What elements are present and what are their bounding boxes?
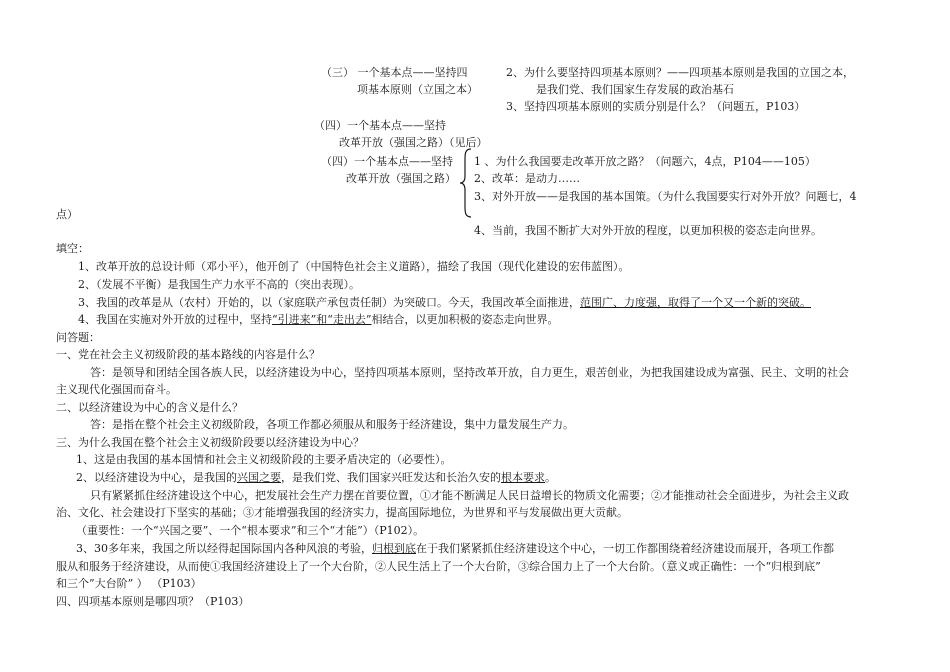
outline-left-b1: （四）一个基本点——坚持 xyxy=(314,119,446,132)
answer-3-point-3-line-2: 服从和服务于经济建设，从而使①我国经济建设上了一个大台阶，②人民生活上了一个大台阶，③综合国力上了一个大台阶。（意义或正确性：一个“归根到底” xyxy=(56,560,821,573)
question-3: 三、为什么我国在整个社会主义初级阶段要以经济建设为中心？ xyxy=(56,436,364,449)
fill-item-2: 2、（发展不平衡）是我国生产力水平不高的（突出表现）。 xyxy=(78,278,360,291)
answer-3-point-3-line-3: 和三个”大台阶” ） （P103） xyxy=(56,577,202,590)
outline-left-a1: （三） 一个基本点——坚持四 xyxy=(321,66,468,79)
outline-right-c2: 2、改革：是动力…… xyxy=(474,172,580,185)
answer-3-underlined-3: 归根到底 xyxy=(372,542,416,555)
fill-item-1: 1、改革开放的总设计师（邓小平），他开创了（中国特色社会主义道路），描绘了我国（现代化建设的宏伟蓝图）。 xyxy=(78,260,630,273)
answer-3-importance: （重要性：一个“兴国之要”、一个“根本要求”和三个“才能”）（P102）。 xyxy=(76,524,425,537)
answer-2: 答：是指在整个社会主义初级阶段，各项工作都必须服从和服务于经济建设，集中力量发展生产力。 xyxy=(90,418,574,431)
outline-left-c1: （四）一个基本点——坚持 xyxy=(321,155,453,168)
fill-item-4 xyxy=(78,313,559,327)
outline-right-c4: 4、当前，我国不断扩大对外开放的程度，以更加积极的姿态走向世界。 xyxy=(474,224,822,237)
fill-item-4-tail: 相结合，以更加积极的姿态走向世界。 xyxy=(371,313,559,326)
answer-3-paragraph-line-2: 治、文化、社会建设打下坚实的基础；③才能增强我国的经济实力，提高国际地位，为世界和平与发展做出更大贡献。 xyxy=(56,506,628,519)
answer-1-line-1: 答：是领导和团结全国各族人民，以经济建设为中心，坚持四项基本原则，坚持改革开放，自力更生，艰苦创业，为把我国建设成为富强、民主、文明的社会 xyxy=(90,366,849,379)
answer-3-point-3-a: 3、30多年来，我国之所以经得起国际国内各种风浪的考验， xyxy=(76,542,372,555)
question-1: 一、党在社会主义初级阶段的基本路线的内容是什么？ xyxy=(56,348,320,361)
answer-3-paragraph-line-1: 只有紧紧抓住经济建设这个中心，把发展社会生产力摆在首要位置，①才能不断满足人民日益增长的物质文化需要；②才能推动社会全面进步，为社会主义政 xyxy=(90,489,849,502)
fill-item-3-text: 3、我国的改革是从（农村）开始的，以（家庭联产承包责任制）为突破口。今天，我国改革全面推进， xyxy=(78,296,580,309)
answer-3-point-3-c: 在于我们紧紧抓住经济建设这个中心，一切工作都围绕着经济建设而展开，各项工作都 xyxy=(416,542,834,555)
outline-left-a2: 项基本原则（立国之本） xyxy=(357,83,478,96)
answer-3-underlined-1: 兴国之要 xyxy=(237,471,281,484)
answer-3-point-2-a: 2、以经济建设为中心，是我国的 xyxy=(76,471,237,484)
outline-right-c3-cont: 点） xyxy=(56,208,78,221)
outline-right-a2: 是我们党、我们国家生存发展的政治基石 xyxy=(536,83,734,96)
outline-left-c2: 改革开放（强国之路） xyxy=(346,172,456,185)
qa-heading: 问答题： xyxy=(56,331,100,344)
outline-right-a1: 2、为什么要坚持四项基本原则？——四项基本原则是我国的立国之本， xyxy=(506,66,854,79)
fill-item-3 xyxy=(78,296,811,310)
answer-3-point-2 xyxy=(76,471,556,485)
answer-3-point-2-c: ，是我们党、我们国家兴旺发达和长治久安的 xyxy=(281,471,501,484)
fill-item-4-underlined: “引进来”和“走出去” xyxy=(272,313,372,326)
outline-right-c1: 1 、为什么我国要走改革开放之路？（问题六，4点，P104——105） xyxy=(474,155,816,168)
fill-item-3-underlined: 范围广、力度强，取得了一个又一个新的突破。 xyxy=(580,296,811,309)
answer-3-point-2-e: 。 xyxy=(545,471,556,484)
answer-3-point-3-line-1 xyxy=(76,542,834,556)
outline-left-b2: 改革开放（强国之路）（见后） xyxy=(339,136,488,149)
answer-3-point-1: 1、这是由我国的基本国情和社会主义初级阶段的主要矛盾决定的（必要性）。 xyxy=(76,453,452,466)
fill-item-4-text: 4、我国在实施对外开放的过程中，坚持 xyxy=(78,313,272,326)
answer-1-line-2: 主义现代化强国而奋斗。 xyxy=(56,383,177,396)
question-2: 二、以经济建设为中心的含义是什么？ xyxy=(56,401,243,414)
fill-heading: 填空： xyxy=(56,242,89,255)
outline-right-a3: 3、坚持四项基本原则的实质分别是什么？（问题五，P103） xyxy=(506,100,806,113)
outline-right-c3: 3、对外开放——是我国的基本国策。（为什么我国要实行对外开放？问题七，4 xyxy=(474,190,857,203)
question-4: 四、四项基本原则是哪四项？（P103） xyxy=(56,595,250,608)
answer-3-underlined-2: 根本要求 xyxy=(501,471,545,484)
curly-brace-icon xyxy=(459,148,473,218)
